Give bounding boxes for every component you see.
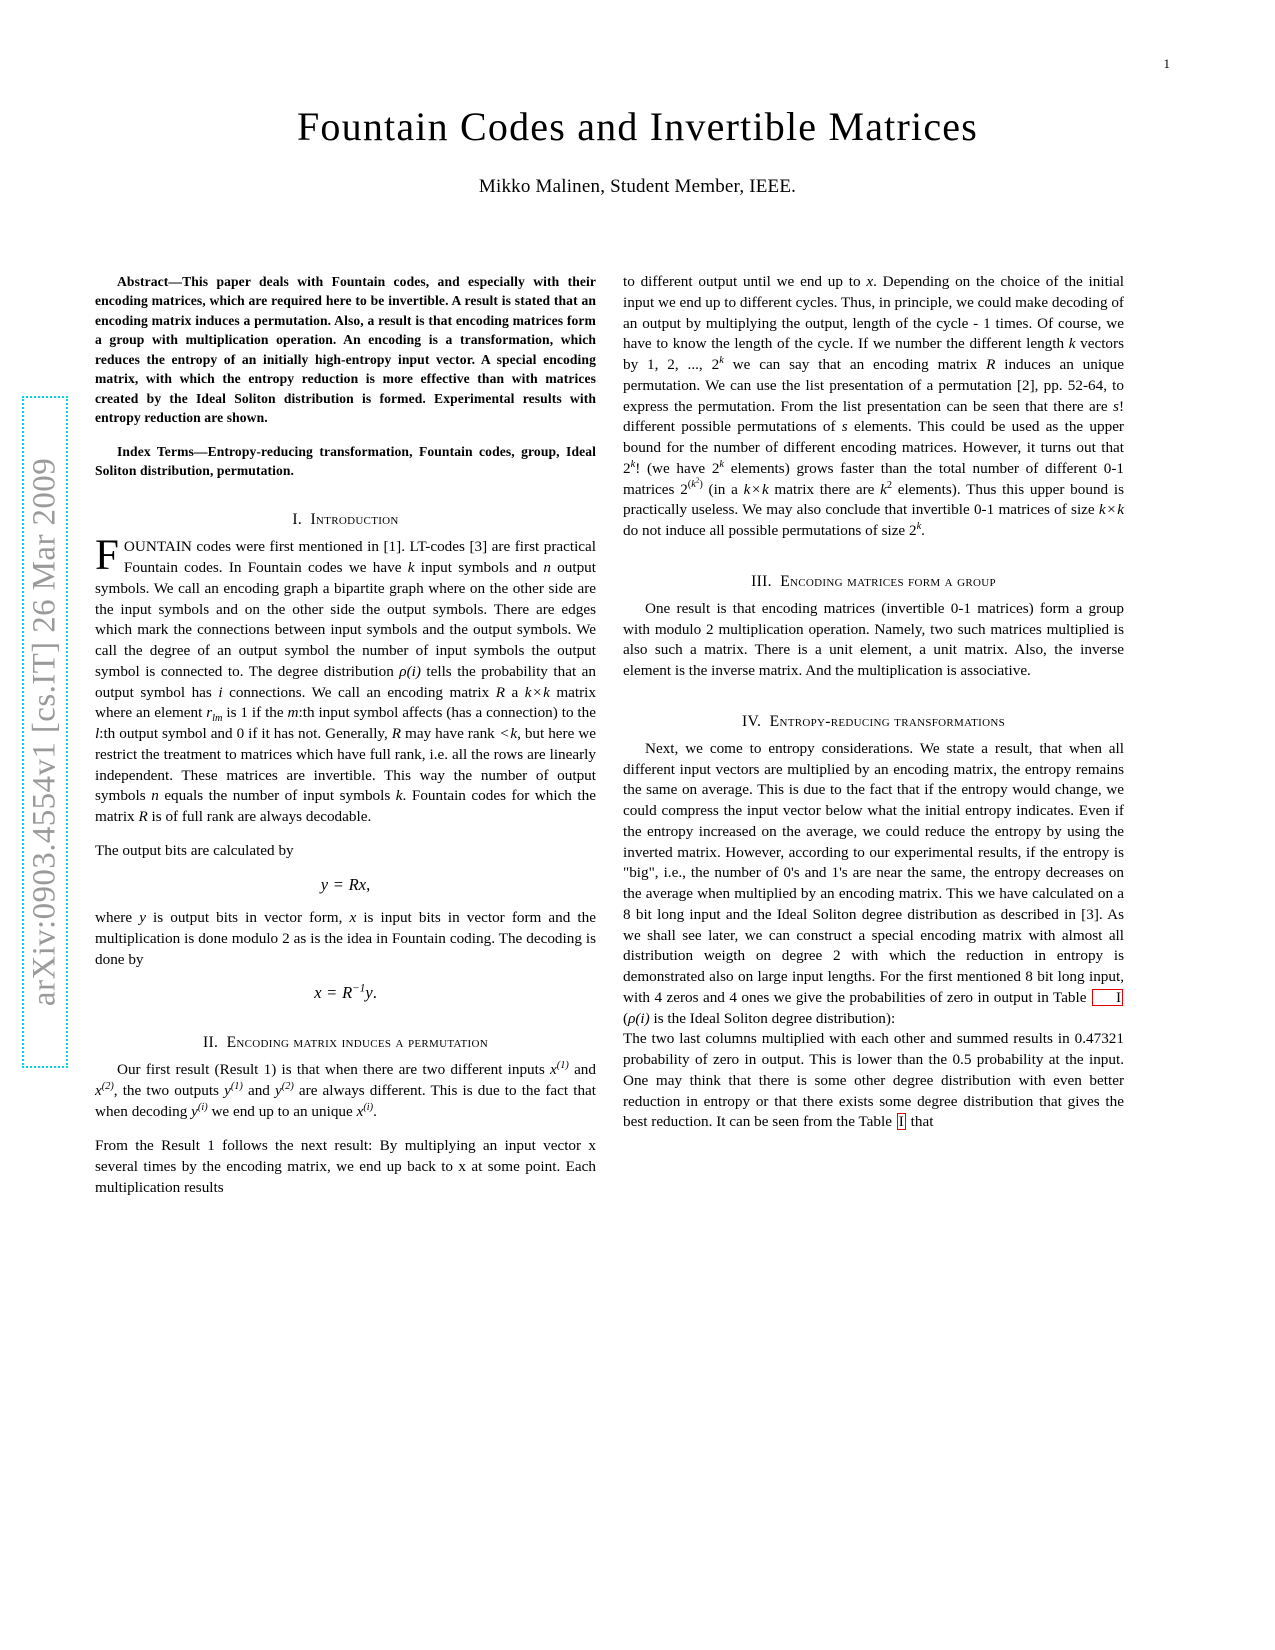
- cont-text-m: do not induce all possible permutations of size: [623, 522, 909, 539]
- intro-text-n: equals the number of input symbols: [158, 787, 396, 805]
- intro-text-k: :th output symbol and 0 if it has not. Generally,: [99, 725, 392, 743]
- intro-text-i: is 1 if the: [222, 704, 288, 722]
- intro-text-c: input symbols and: [414, 559, 544, 577]
- intro-text-l: may have rank: [401, 725, 499, 743]
- intro-text-e: tells the probability that an output symbol has: [95, 662, 596, 701]
- group-paragraph-1: One result is that encoding matrices (invertible 0-1 matrices) form a group with modulo 2 multiplication operation. Namely, two such matrices multiplied is also such a matrix. There is a unit element, a unit matrix. Also, the inverse element is the inverse matrix. And the multiplication is associative.: [623, 599, 1124, 679]
- section-title: Entropy-reducing transformations: [769, 712, 1006, 730]
- intro-text-f: connections. We call an encoding matrix: [222, 683, 496, 701]
- index-terms-label: Index Terms—: [117, 443, 208, 459]
- where-text-c: is input bits in vector form and the multiplication is done modulo 2 as is the idea in Fountain coding. The decoding is done by: [95, 909, 596, 968]
- title-block: [0, 105, 1275, 198]
- perm-text-a: Our first result (Result 1) is that when there are two different inputs: [117, 1061, 551, 1079]
- cont-text-e: induces an unique permutation. We can use the list presentation of a permutation [2], pp. 52-64, to express the permutation. From the list presentation can be seen that there are: [623, 356, 1125, 415]
- cont-text-b: . Depending on the choice of the initial input we end up to different cycles. Thus, in principle, we could make decoding of an output by multiplying the output, length of the cycle - 1 times. Of course, we have to know the length of the cycle. If we number the different length: [623, 273, 1124, 353]
- perm-text-c: , the two outputs: [113, 1082, 225, 1100]
- cont-text-n: .: [921, 522, 925, 539]
- output-bits-line: The output bits are calculated by: [95, 842, 294, 860]
- perm-text-d: and: [242, 1082, 275, 1100]
- table-reference-link-2[interactable]: I: [898, 1113, 904, 1131]
- section-heading-group: [623, 573, 1124, 591]
- index-terms: [95, 442, 596, 481]
- entropy-paragraph-2: [623, 1029, 1124, 1133]
- entropy-text-e: that: [906, 1113, 934, 1131]
- arxiv-stamp-text: arXiv:0903.4554v1 [cs.IT] 26 Mar 2009: [26, 457, 63, 1007]
- abstract-text: This paper deals with Fountain codes, and especially with their encoding matrices, which are required here to be invertible. A result is stated that an encoding matrix induces a permutation. Also, a result is that encoding matrices form a group with multiplication operation. An encoding is a transformation, which reduces the entropy of an initially high-entropy input vector. A special encoding matrix, with which the entropy reduction is more effective than with matrices created by the Ideal Soliton distribution is formed. Experimental results with entropy reduction are shown.: [95, 274, 596, 426]
- cont-text-a: to different output until we end up to: [623, 273, 867, 290]
- abstract: [95, 272, 596, 428]
- perm-paragraph-2: From the Result 1 follows the next result: By multiplying an input vector x several times by the encoding matrix, we end up back to x at some point. Each multiplication results: [95, 1137, 596, 1196]
- page-number: 1: [1163, 56, 1170, 71]
- cont-text-i: elements) grows faster than the total number of different 0-1 matrices: [623, 459, 1124, 498]
- cont-text-l: elements). Thus this upper bound is practically useless. We may also conclude that invertible 0-1 matrices of size: [623, 480, 1124, 519]
- perm-text-f: we end up to an unique: [207, 1102, 357, 1120]
- intro-text-d: output symbols. We call an encoding graph a bipartite graph where on the other side are the input symbols and on the other side the output symbols. There are edges which mark the connections between input symbols and the output symbols. We call the degree of an output symbol the number of input symbols the output symbol is connected to. The degree distribution: [95, 559, 596, 680]
- right-column: [623, 272, 1124, 1592]
- section-title: Encoding matrices form a group: [780, 572, 996, 590]
- cont-text-j: (in a: [702, 480, 744, 498]
- entropy-text-a: Next, we come to entropy considerations. We state a result, that when all different input vectors are multiplied by an encoding matrix, the entropy remains the same on average. This is due to the fact that if the entropy would change, we could compress the input vector below what the initial entropy indicates. Even if the entropy increased on the average, we could reduce the entropy by using the inverted matrix. However, according to our experimental results, if the entropy is "big", i.e., the number of 0's and 1's are near the same, the entropy decreases on the average when multiplied by an encoding matrix. This we have calculated on a 8 bit long input and the Ideal Soliton degree distribution as described in [3]. As we shall see later, we can construct a special encoding matrix with almost all distribution weigth on degree 2 with which the reduction in entropy is demonstrated also on large input lengths. For the first mentioned 8 bit long input, with 4 zeros and 4 ones we give the probabilities of zero in output in Table: [623, 739, 1124, 1006]
- cont-text-h: ! (we have: [635, 459, 712, 477]
- author-line: Mikko Malinen, Student Member, IEEE.: [478, 175, 797, 197]
- intro-text-m: , but here we restrict the treatment to matrices which have full rank, i.e. all the rows are linearly independent. These matrices are invertible. This way the number of output symbols: [95, 725, 596, 805]
- section-title: Encoding matrix induces a permutation: [226, 1034, 489, 1052]
- section-numeral: I.: [292, 511, 303, 529]
- perm-text-b: and: [568, 1061, 596, 1079]
- equation-1: y = Rx,: [320, 875, 371, 895]
- intro-text-o: . Fountain codes for which the matrix: [95, 787, 596, 826]
- intro-text-p: is of full rank are always decodable.: [147, 808, 372, 826]
- page-title: Fountain Codes and Invertible Matrices: [296, 104, 978, 149]
- section-numeral: III.: [751, 572, 772, 590]
- section-heading-entropy: [623, 713, 1124, 731]
- where-paragraph: where y is output bits in vector form, x is input bits in vector form and the multiplication is done modulo 2 as is the idea in Fountain coding. The decoding is done by: [95, 909, 596, 968]
- body-columns: [95, 272, 1125, 1592]
- intro-text-g: a: [504, 683, 525, 701]
- entropy-text-d: The two last columns multiplied with each other and summed results in 0.47321 probability of zero in output. This is lower than the 0.5 probability at the input. One may think that there is some other degree distribution with even better reduction in entropy or that there exists some degree distribution that gives the best reduction. It can be seen from the Table: [623, 1030, 1124, 1131]
- section-numeral: II.: [202, 1034, 219, 1052]
- cont-text-f: ! different possible permutations of: [623, 397, 1124, 436]
- perm-text-g: .: [373, 1102, 377, 1120]
- cont-text-c: vectors by: [623, 335, 1124, 373]
- cont-paragraph-1: to different output until we end up to x. Depending on the choice of the initial input we end up to different cycles. Thus, in principle, we could make decoding of an output by multiplying the output, length of the cycle - 1 times. Of course, we have to know the length of the cycle. If we number the different length k vectors by 1, 2, ..., 2$^k$ we can say that an encoding matrix R induces an unique permutation. We can use the list presentation of a permutation [2], pp. 52-64, to express the permutation. From the list presentation can be seen that there are s! different possible permutations of s elements. This could be used as the upper bound for the number of different encoding matrices. However, it turns out that 2$^k$! (we have 2$^k$ elements) grows faster than the total number of different 0-1 matrices $2^{(k^2)}$ (in a k×k matrix there are $k^2$ elements). Thus this upper bound is practically useless. We may also conclude that invertible 0-1 matrices of size k×k do not induce all possible permutations of size 2$^k$.: [623, 273, 1125, 539]
- intro-text-j: :th input symbol affects (has a connection) to the: [298, 704, 596, 722]
- section-title: Introduction: [310, 511, 399, 529]
- perm-paragraph-1: Our first result (Result 1) is that when there are two different inputs $x^{(1)}$ and $x^{(2)}$, the two outputs $y^{(1)}$ and $y^{(2)}$ are always different. This is due to the fact that when decoding $y^{(i)}$ we end up to an unique $x^{(i)}$.: [95, 1060, 597, 1120]
- entropy-text-c: is the Ideal Soliton degree distribution):: [649, 1009, 896, 1027]
- intro-text-b: codes were first mentioned in [1]. LT-codes [3] are first practical Fountain codes. In Fountain codes we have: [123, 538, 596, 577]
- intro-smallcaps-word: OUNTAIN: [123, 538, 192, 556]
- perm-text-e: are always different. This is due to the fact that when decoding: [95, 1082, 597, 1120]
- index-terms-text: Entropy-reducing transformation, Fountain codes, group, Ideal Soliton distribution, permutation.: [95, 443, 597, 478]
- where-text-b: is output bits in vector form,: [145, 909, 350, 927]
- intro-text-h: matrix where an element: [95, 683, 596, 722]
- cont-text-d: we can say that an encoding matrix: [723, 356, 987, 373]
- section-heading-permutation: [95, 1034, 596, 1052]
- section-numeral: IV.: [741, 712, 762, 730]
- drop-cap: F: [95, 532, 119, 580]
- entropy-text-b: (: [623, 1009, 629, 1027]
- entropy-paragraph-1: Next, we come to entropy considerations. We state a result, that when all different input vectors are multiplied by an encoding matrix, the entropy remains the same on average. This is due to the fact that if the entropy would change, we could compress the input vector below what the initial entropy indicates. Even if the entropy increased on the average, we could reduce the entropy by using the inverted matrix. However, according to our experimental results, if the entropy is "big", i.e., the number of 0's and 1's are near the same, the entropy decreases on the average when multiplied by an encoding matrix. This we have calculated on a 8 bit long input and the Ideal Soliton degree distribution as described in [3]. As we shall see later, we can construct a special encoding matrix with almost all distribution weigth on degree 2 with which the reduction in entropy is demonstrated also on large input lengths. For the first mentioned 8 bit long input, with 4 zeros and 4 ones we give the probabilities of zero in output in Table I (ρ(i) is the Ideal Soliton degree distribution):: [623, 739, 1124, 1027]
- section-heading-introduction: [95, 511, 596, 529]
- cont-text-g: elements. This could be used as the upper bound for the number of different encoding matrices. However, it turns out that: [623, 418, 1124, 456]
- arxiv-stamp: [22, 396, 68, 1068]
- abstract-label: Abstract—: [117, 274, 183, 289]
- equation-2: $x = R^{-1}y$.: [314, 982, 377, 1003]
- left-column: [95, 272, 596, 1592]
- where-text-a: where: [95, 909, 140, 927]
- intro-paragraph-1: FOUNTAIN codes were first mentioned in [1]. LT-codes [3] are first practical Fountain codes. In Fountain codes we have k input symbols and n output symbols. We call an encoding graph a bipartite graph where on the other side are the input symbols and on the other side the output symbols. There are edges which mark the connections between input symbols and the output symbols. We call the degree of an output symbol the number of input symbols the output symbol is connected to. The degree distribution ρ(i) tells the probability that an output symbol has i connections. We call an encoding matrix R a k×k matrix where an element $r_{lm}$ is 1 if the m:th input symbol affects (has a connection) to the l:th output symbol and 0 if it has not. Generally, R may have rank <k, but here we restrict the treatment to matrices which have full rank, i.e. all the rows are linearly independent. These matrices are invertible. This way the number of output symbols n equals the number of input symbols k. Fountain codes for which the matrix R is of full rank are always decodable.: [95, 532, 596, 826]
- cont-text-k: matrix there are: [768, 480, 881, 498]
- table-reference-link[interactable]: I: [1092, 989, 1123, 1006]
